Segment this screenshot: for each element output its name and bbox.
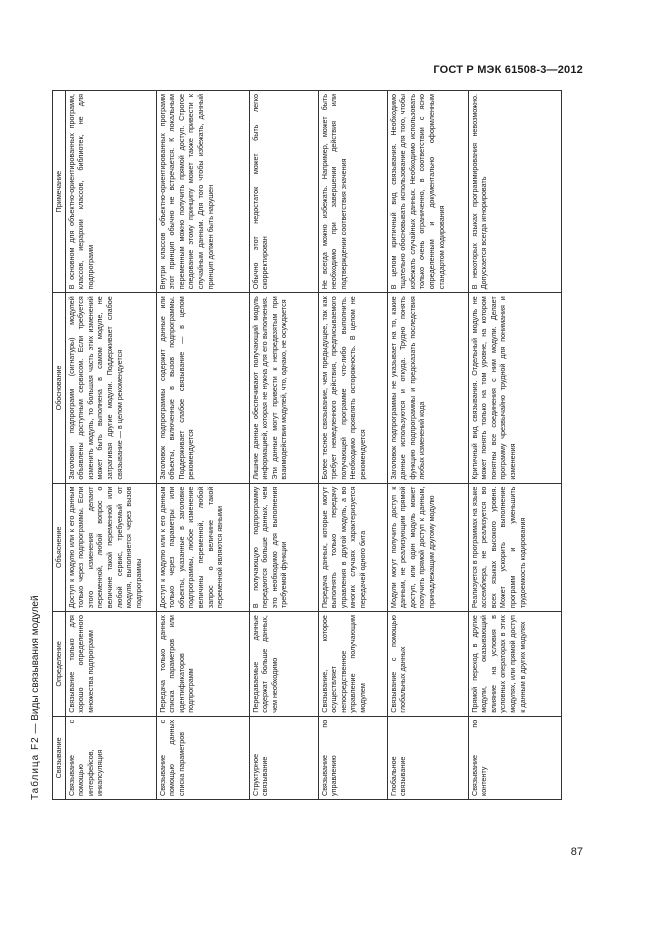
coupling-types-table: [52, 90, 562, 800]
table-row: [468, 91, 561, 800]
cell-explanation: В получающую подпрограмму передаются больше данных, чем это необходимо для выполнения требуемой функции: [249, 483, 318, 611]
cell-explanation: Доступ к модулю или к его данным только через подпрограммы. Если этого изменения делают переменной, любой вопрос о величине такой переменной или любой сервис, требуемый от модуля, выполняется через вызов подпрограммы: [65, 483, 156, 611]
cell-explanation: Реализуется в программах на языке ассемблера, не реализуется во всех языках высокого уровня. Может ускорить выполнение программ и уменьшить трудоемкость кодирования: [468, 483, 561, 611]
header-definition: Определение: [53, 612, 66, 717]
cell-note: В целом критичный вид связывания. Необходимо тщательно обосновывать использование для того, чтобы избежать случайных данных. Необходимо использовать только очень ограниченно, в соответствии с ясно определенным и документально оформленным стандартом кодирования: [387, 91, 468, 293]
cell-definition: Прямой переход в другие модули, оказывающий влияние на условия в условных операторах в этих модулях, или прямой доступ к данным в других модулях: [468, 612, 561, 717]
cell-coupling: Связывание с помощью данных списка параметров: [156, 716, 249, 799]
cell-coupling: Структурное связывание: [249, 716, 318, 799]
table-row: [65, 91, 156, 800]
cell-note: Внутри классов объектно-ориентированных программ этот принцип обычно не встречается. К локальным переменным можно получить прямой доступ. Строгое следование этому принципу может также привести к случайным данным. Для того чтобы избежать, данный принцип должен быть нарушен: [156, 91, 249, 293]
cell-note: Не всегда можно избежать. Например, может быть необходимо при завершении действия или подтверждении соответствия значения: [318, 91, 387, 293]
page-number: 87: [570, 846, 583, 858]
cell-rationale: Более тесное связывание, чем предыдущее, так как требует немедленного действия, предписываемого получающей программе что-либо выполнить. Необходимо проявлять осторожность. В целом не рекомендуется: [318, 293, 387, 483]
header-note: Примечание: [53, 91, 66, 293]
cell-definition: Передача только данных списка параметров или идентификаторов подпрограмм: [156, 612, 249, 717]
cell-rationale: Критичный вид связывания. Отдельный модуль не может понять только на том уровне, на котором понятны все соединения с ним модули. Делает программу чрезвычайно трудной для понимания и изменения: [468, 293, 561, 483]
cell-note: В основном для объектно-ориентированных программ, классов, иерархии классов, библиотек, не для подпрограмм: [65, 91, 156, 293]
table-header-row: [53, 91, 66, 800]
cell-coupling: Связывание с помощью интерфейсов, инкапсуляция: [65, 716, 156, 799]
table-row: [249, 91, 318, 800]
table-row: [387, 91, 468, 800]
header-coupling: Связывание: [53, 716, 66, 799]
cell-rationale: Заголовок подпрограммы не указывает на то, какие данные используются и откуда. Трудно понять функцию подпрограммы и предсказать последствия любых изменений кода: [387, 293, 468, 483]
cell-rationale: Лишние данные обеспечивают получающий модуль информацией, которая не нужна для его выполнения. Эти данные могут привести к непредвзятым при взаимодействии модулей, что, однако, не осуждается: [249, 293, 318, 483]
cell-rationale: Заголовки подпрограмм (сигнатуры) модулей объявлены доступным сервисом. Если требуется изменить модуль, то большая часть этих изменений может быть выполнена в самом модуле, не затрагивая другие модули. Поддерживает слабое связывание — в целом рекомендуется: [65, 293, 156, 483]
table-caption: [30, 595, 41, 800]
cell-definition: Связывание с помощью глобальных данных: [387, 612, 468, 717]
table-row: [156, 91, 249, 800]
standard-header: ГОСТ Р МЭК 61508-3—2012: [433, 64, 583, 76]
cell-definition: Связывание только для хорошо определенного множества подпрограмм: [65, 612, 156, 717]
cell-note: Обычно этот недостаток может быть легко скорректирован: [249, 91, 318, 293]
cell-explanation: Доступ к модулю или к его данным только через параметры или объекты, указанные в заголовке подпрограммы, любое изменение величины переменной, любой запрос о величине такой переменной являются явными: [156, 483, 249, 611]
caption-label: Таблица F2: [30, 736, 41, 800]
rotated-table-region: [30, 90, 610, 800]
cell-definition: Связывание, которое осуществляет непосредственное управление получающим модулем: [318, 612, 387, 717]
header-rationale: Обоснование: [53, 293, 66, 483]
header-explanation: Объяснение: [53, 483, 66, 611]
cell-coupling: Связывание по управлению: [318, 716, 387, 799]
caption-title: — Виды связывания модулей: [30, 595, 41, 734]
cell-definition: Передаваемые данные содержат больше данных, чем необходимо: [249, 612, 318, 717]
cell-explanation: Модули могут получить доступ к данным, не реализующим прямой доступ, или один модуль может получить прямой доступ к данным, принадлежащим другому модулю: [387, 483, 468, 611]
table-row: [318, 91, 387, 800]
cell-coupling: Глобальное связывание: [387, 716, 468, 799]
cell-rationale: Заголовок подпрограммы содержит данные или объекты, включенные в вызов подпрограммы. Поддерживает слабое связывание — в целом рекомендуется: [156, 293, 249, 483]
cell-coupling: Связывание по контенту: [468, 716, 561, 799]
cell-note: В некоторых языках программирования невозможно. Допускается всегда игнорировать: [468, 91, 561, 293]
cell-explanation: Передача данных, которые могут выполнять только передачу управления в другой модуль, а во многих случаях характеризуется передачей одного бита: [318, 483, 387, 611]
